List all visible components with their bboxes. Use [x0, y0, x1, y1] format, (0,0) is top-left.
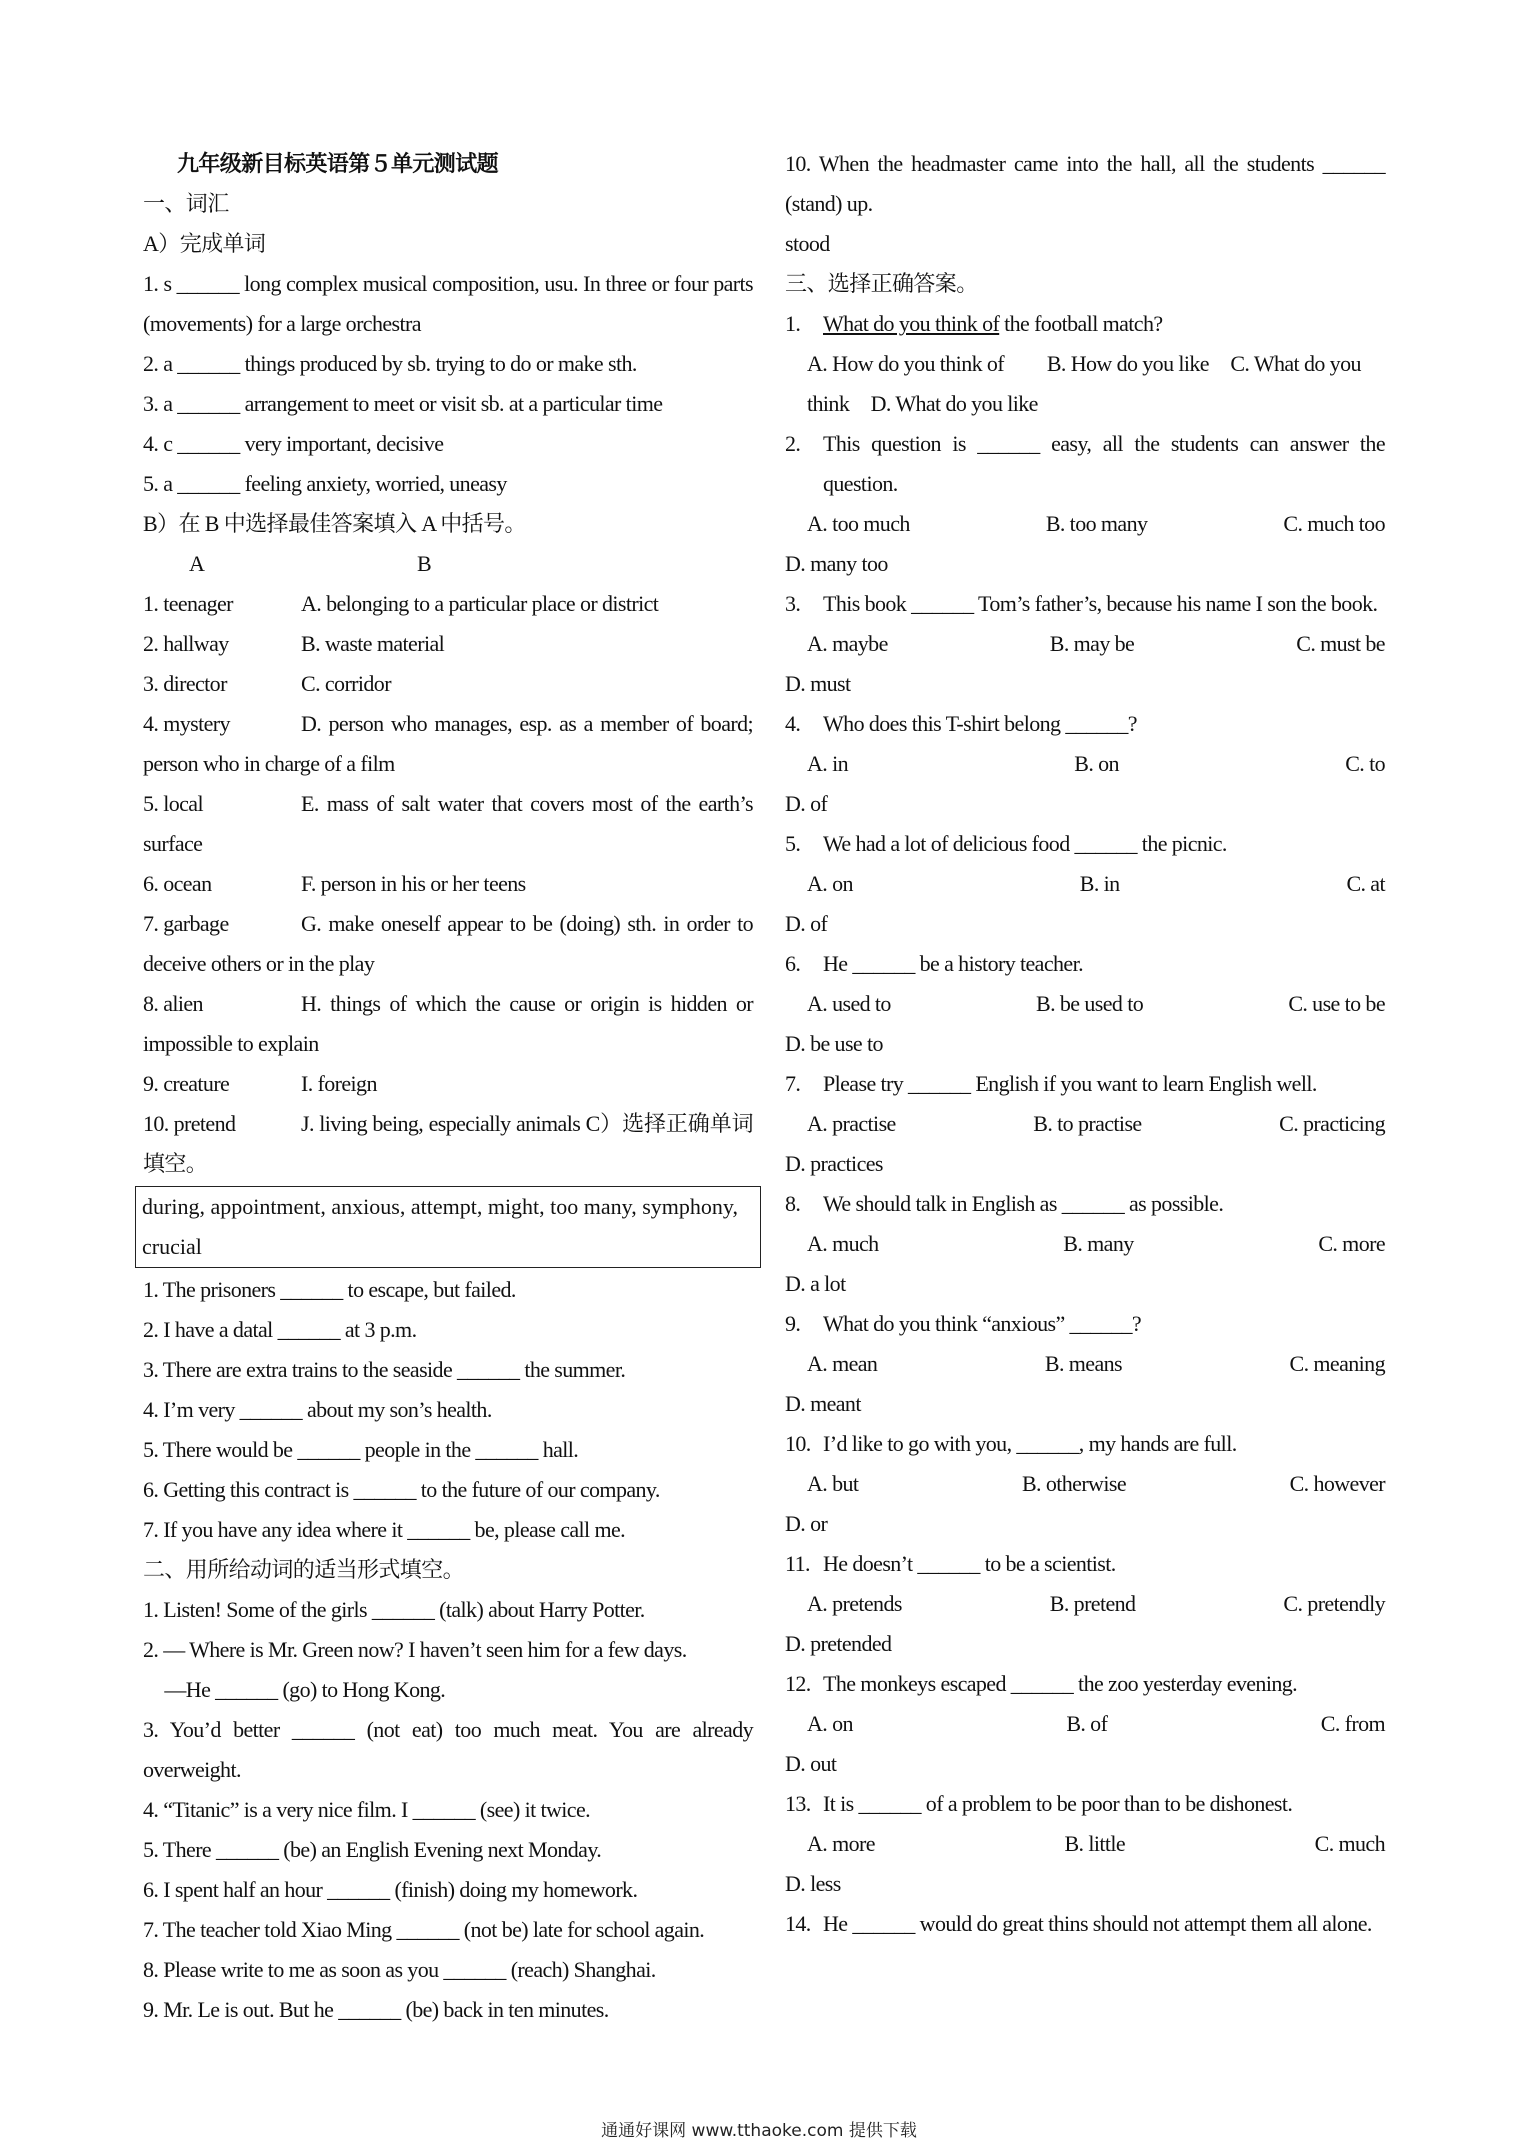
- match-row: [143, 904, 753, 984]
- option-row: [785, 624, 1385, 664]
- question-number: 4.: [785, 711, 801, 736]
- option: A. but: [807, 1471, 859, 1496]
- fill-item: 1. The prisoners ______ to escape, but failed.: [143, 1277, 516, 1302]
- question-number: 13.: [785, 1791, 811, 1816]
- question: [785, 304, 1385, 344]
- section-heading: 三、选择正确答案。: [785, 271, 978, 296]
- question: [785, 1184, 1385, 1224]
- option: A. on: [807, 1711, 853, 1736]
- column-b-label: B: [417, 551, 432, 576]
- option: B. pretend: [1049, 1591, 1136, 1616]
- option: B. to practise: [1033, 1111, 1142, 1136]
- match-row: [143, 864, 753, 904]
- match-term: 5. local: [143, 791, 203, 816]
- fill-item: 7. If you have any idea where it ______ be, please call me.: [143, 1517, 626, 1542]
- option: D. of: [785, 791, 828, 816]
- fill-item: 5. There would be ______ people in the ______ hall.: [143, 1437, 579, 1462]
- option: A. mean: [807, 1351, 878, 1376]
- match-definition: G. make oneself appear to be (doing) sth. in order to deceive others or in the play: [143, 911, 753, 976]
- option: C. practicing: [1279, 1111, 1385, 1136]
- option: C. use to be: [1288, 991, 1385, 1016]
- question: [785, 1664, 1385, 1704]
- match-term: 9. creature: [143, 1071, 230, 1096]
- option: D. or: [785, 1511, 828, 1536]
- option: D. meant: [785, 1391, 861, 1416]
- match-row: [143, 704, 753, 784]
- section-heading: 二、用所给动词的适当形式填空。: [143, 1557, 465, 1582]
- option-row: [785, 984, 1385, 1024]
- match-row: [143, 664, 753, 704]
- option: D. out: [785, 1751, 837, 1776]
- subsection-heading: B）在 B 中选择最佳答案填入 A 中括号。: [143, 511, 526, 536]
- question-number: 1.: [785, 311, 801, 336]
- match-definition: C. corridor: [301, 671, 391, 696]
- question-number: 14.: [785, 1911, 811, 1936]
- question: [785, 1424, 1385, 1464]
- question: [785, 584, 1385, 624]
- left-column: [143, 144, 753, 2030]
- match-term: 2. hallway: [143, 631, 229, 656]
- match-definition: I. foreign: [301, 1071, 377, 1096]
- question-text: It is ______ of a problem to be poor than to be dishonest.: [823, 1791, 1293, 1816]
- question: [785, 944, 1385, 984]
- match-row: [143, 984, 753, 1064]
- question-number: 6.: [785, 951, 801, 976]
- match-row: [143, 624, 753, 664]
- match-definition: F. person in his or her teens: [301, 871, 526, 896]
- match-term: 6. ocean: [143, 871, 212, 896]
- option: B. otherwise: [1021, 1471, 1126, 1496]
- option: C. more: [1318, 1231, 1385, 1256]
- option-row: [785, 744, 1385, 784]
- question: [785, 1304, 1385, 1344]
- question-number: 8.: [785, 1191, 801, 1216]
- question-number: 10.: [785, 1431, 811, 1456]
- verb-item: 9. Mr. Le is out. But he ______ (be) back in ten minutes.: [143, 1997, 609, 2022]
- option-row: [785, 1584, 1385, 1624]
- question-text: the football match?: [999, 311, 1163, 336]
- page-footer: 通通好课网 www.tthaoke.com 提供下载: [601, 2121, 917, 2141]
- question-text: This question is ______ easy, all the students can answer the question.: [823, 431, 1385, 496]
- option: D. practices: [785, 1151, 883, 1176]
- option: D. many too: [785, 551, 888, 576]
- word-bank-box: during, appointment, anxious, attempt, might, too many, symphony, crucial: [135, 1186, 761, 1268]
- column-a-label: A: [189, 551, 205, 576]
- section-heading: 一、词汇: [143, 191, 229, 216]
- vocab-item: 5. a ______ feeling anxiety, worried, uneasy: [143, 471, 507, 496]
- question-text: We had a lot of delicious food ______ the picnic.: [823, 831, 1227, 856]
- fill-item: 3. There are extra trains to the seaside ______ the summer.: [143, 1357, 626, 1382]
- match-definition: B. waste material: [301, 631, 445, 656]
- option: C. however: [1289, 1471, 1385, 1496]
- option: C. at: [1346, 871, 1385, 896]
- question-number: 11.: [785, 1551, 810, 1576]
- match-term: 1. teenager: [143, 591, 233, 616]
- option-row: [785, 1464, 1385, 1504]
- question-text: We should talk in English as ______ as possible.: [823, 1191, 1224, 1216]
- option-row: [785, 1224, 1385, 1264]
- question-text: I’d like to go with you, ______, my hands are full.: [823, 1431, 1237, 1456]
- answer-text: stood: [785, 231, 830, 256]
- fill-item: 4. I’m very ______ about my son’s health.: [143, 1397, 492, 1422]
- option: B. be used to: [1036, 991, 1144, 1016]
- option: A. pretends: [807, 1591, 902, 1616]
- option-row: [785, 1824, 1385, 1864]
- verb-item: 1. Listen! Some of the girls ______ (talk) about Harry Potter.: [143, 1597, 645, 1622]
- option: A. more: [807, 1831, 875, 1856]
- option: C. much: [1314, 1831, 1385, 1856]
- question-text: Please try ______ English if you want to learn English well.: [823, 1071, 1317, 1096]
- option: B. many: [1063, 1231, 1134, 1256]
- match-definition: H. things of which the cause or origin is hidden or impossible to explain: [143, 991, 753, 1056]
- option: B. of: [1066, 1711, 1108, 1736]
- option-row: [785, 864, 1385, 904]
- match-row: [143, 584, 753, 624]
- verb-item: 5. There ______ (be) an English Evening next Monday.: [143, 1837, 602, 1862]
- option: B. little: [1064, 1831, 1126, 1856]
- option-row: [785, 504, 1385, 544]
- match-definition: E. mass of salt water that covers most of the earth’s surface: [143, 791, 753, 856]
- match-row: [143, 1104, 753, 1184]
- question-text: This book ______ Tom’s father’s, because his name I son the book.: [823, 591, 1378, 616]
- question-number: 7.: [785, 1071, 801, 1096]
- option: B. means: [1044, 1351, 1122, 1376]
- question: [785, 824, 1385, 864]
- question-options: A. How do you think of B. How do you like C. What do you think D. What do you like: [807, 351, 1361, 416]
- question: [785, 704, 1385, 744]
- match-row: [143, 784, 753, 864]
- match-definition: A. belonging to a particular place or district: [301, 591, 659, 616]
- underlined-phrase: What do you think of: [823, 311, 1000, 336]
- question: [785, 1064, 1385, 1104]
- option: C. pretendly: [1283, 1591, 1385, 1616]
- question-number: 5.: [785, 831, 801, 856]
- option: C. meaning: [1289, 1351, 1385, 1376]
- question: [785, 1544, 1385, 1584]
- question: [785, 424, 1385, 504]
- right-column: [785, 144, 1385, 1944]
- option: D. be use to: [785, 1031, 883, 1056]
- option-row: [785, 1344, 1385, 1384]
- match-definition: J. living being, especially animals C）选择正确单词填空。: [143, 1111, 753, 1176]
- subsection-heading: A）完成单词: [143, 231, 266, 256]
- option: A. on: [807, 871, 853, 896]
- fill-item: 6. Getting this contract is ______ to the future of our company.: [143, 1477, 660, 1502]
- option: D. of: [785, 911, 828, 936]
- option: A. used to: [807, 991, 891, 1016]
- option: D. a lot: [785, 1271, 846, 1296]
- option: B. on: [1074, 751, 1119, 776]
- option: D. must: [785, 671, 851, 696]
- question-number: 3.: [785, 591, 801, 616]
- vocab-item: 3. a ______ arrangement to meet or visit sb. at a particular time: [143, 391, 663, 416]
- page-title: 九年级新目标英语第５单元测试题: [177, 151, 499, 176]
- match-term: 7. garbage: [143, 911, 229, 936]
- vocab-item: 1. s ______ long complex musical composition, usu. In three or four parts (movements) for a large orchestra: [143, 271, 753, 336]
- question: [785, 1784, 1385, 1824]
- verb-item: 10. When the headmaster came into the hall, all the students ______ (stand) up.: [785, 151, 1385, 216]
- option: C. to: [1345, 751, 1385, 776]
- match-term: 3. director: [143, 671, 227, 696]
- question-number: 2.: [785, 431, 801, 456]
- option-row: [785, 1704, 1385, 1744]
- verb-item: 3. You’d better ______ (not eat) too much meat. You are already overweight.: [143, 1717, 753, 1782]
- question-text: The monkeys escaped ______ the zoo yesterday evening.: [823, 1671, 1298, 1696]
- question-text: He ______ would do great thins should not attempt them all alone.: [823, 1911, 1372, 1936]
- question-number: 9.: [785, 1311, 801, 1336]
- vocab-item: 2. a ______ things produced by sb. trying to do or make sth.: [143, 351, 637, 376]
- fill-item: 2. I have a datal ______ at 3 p.m.: [143, 1317, 417, 1342]
- option: C. from: [1320, 1711, 1385, 1736]
- verb-item: 7. The teacher told Xiao Ming ______ (not be) late for school again.: [143, 1917, 705, 1942]
- question-text: What do you think “anxious” ______?: [823, 1311, 1142, 1336]
- question: [785, 1904, 1385, 1944]
- option: A. in: [807, 751, 849, 776]
- question-text: He doesn’t ______ to be a scientist.: [823, 1551, 1116, 1576]
- verb-item: 2. — Where is Mr. Green now? I haven’t seen him for a few days.: [143, 1637, 687, 1662]
- match-term: 10. pretend: [143, 1111, 236, 1136]
- option: C. much too: [1283, 511, 1385, 536]
- match-column-headers: [143, 544, 753, 584]
- option: B. too many: [1045, 511, 1148, 536]
- option: A. maybe: [807, 631, 888, 656]
- question-text: He ______ be a history teacher.: [823, 951, 1083, 976]
- match-term: 8. alien: [143, 991, 203, 1016]
- option: A. much: [807, 1231, 879, 1256]
- option: B. may be: [1049, 631, 1135, 656]
- match-term: 4. mystery: [143, 711, 230, 736]
- option: C. must be: [1296, 631, 1385, 656]
- question-number: 12.: [785, 1671, 811, 1696]
- verb-item: 6. I spent half an hour ______ (finish) doing my homework.: [143, 1877, 638, 1902]
- option: A. too much: [807, 511, 910, 536]
- match-row: [143, 1064, 753, 1104]
- option: D. less: [785, 1871, 841, 1896]
- match-definition: D. person who manages, esp. as a member of board; person who in charge of a film: [143, 711, 753, 776]
- option: D. pretended: [785, 1631, 892, 1656]
- verb-item: 8. Please write to me as soon as you ______ (reach) Shanghai.: [143, 1957, 656, 1982]
- option-row: [785, 1104, 1385, 1144]
- verb-item: 4. “Titanic” is a very nice film. I ______ (see) it twice.: [143, 1797, 591, 1822]
- vocab-item: 4. c ______ very important, decisive: [143, 431, 444, 456]
- verb-item: —He ______ (go) to Hong Kong.: [143, 1677, 446, 1702]
- option: B. in: [1079, 871, 1120, 896]
- question-list: [785, 424, 1385, 1904]
- option: A. practise: [807, 1111, 896, 1136]
- question-text: Who does this T-shirt belong ______?: [823, 711, 1137, 736]
